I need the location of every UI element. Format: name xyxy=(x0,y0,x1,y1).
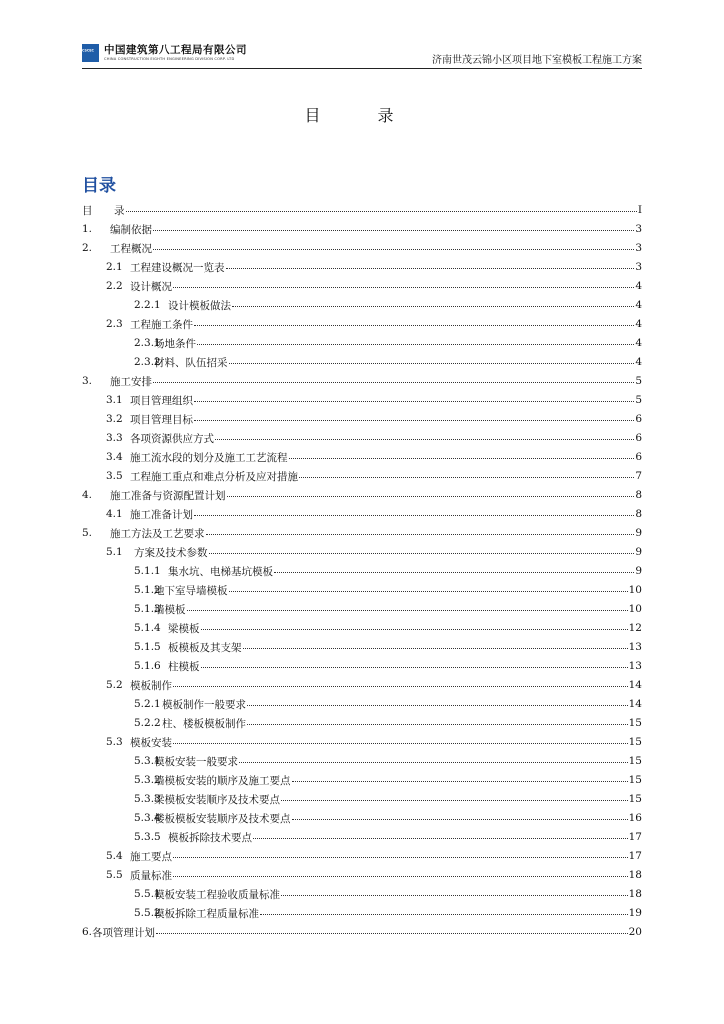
toc-entry[interactable] xyxy=(82,771,642,789)
toc-entry-title: 工程施工重点和难点分析及应对措施 xyxy=(130,470,298,483)
toc-entry-number: 5.2 xyxy=(106,679,123,691)
toc-dot-leader xyxy=(153,221,634,231)
toc-entry-title: 设计概况 xyxy=(130,280,172,293)
toc-entry-title: 墙模板安装的顺序及施工要点 xyxy=(154,774,291,787)
toc-entry-title: 柱、楼板模板制作 xyxy=(162,717,246,730)
toc-entry-title: 模板制作 xyxy=(130,679,172,692)
toc-entry-title: 方案及技术参数 xyxy=(134,546,208,559)
toc-entry[interactable] xyxy=(82,391,642,409)
toc-entry[interactable] xyxy=(82,885,642,903)
toc-entry-number: 4.1 xyxy=(106,508,123,520)
toc-entry-number: 5.3.2 xyxy=(134,774,161,786)
toc-dot-leader xyxy=(281,886,628,896)
toc-entry-title: 施工准备计划 xyxy=(130,508,193,521)
toc-dot-leader xyxy=(194,506,635,516)
toc-entry-page: 17 xyxy=(628,850,642,862)
toc-dot-leader xyxy=(197,335,635,345)
toc-entry-title: 项目管理组织 xyxy=(130,394,193,407)
toc-entry-number: 5.3.3 xyxy=(134,793,161,805)
toc-entry-title: 设计模板做法 xyxy=(168,299,231,312)
company-name-cn: 中国建筑第八工程局有限公司 xyxy=(104,44,247,56)
toc-entry-title: 柱模板 xyxy=(168,660,200,673)
toc-entry-title: 模板拆除技术要点 xyxy=(168,831,252,844)
toc-entry-number: 2.3.2 xyxy=(134,356,161,368)
company-name-en: CHINA CONSTRUCTION EIGHTH ENGINEERING DIVISION CORP. LTD xyxy=(104,57,235,61)
toc-entry-page: 3 xyxy=(635,261,642,273)
toc-entry-page: 4 xyxy=(635,337,642,349)
toc-entry[interactable] xyxy=(82,714,642,732)
toc-entry[interactable] xyxy=(82,372,642,390)
toc-entry-page: 5 xyxy=(635,375,642,387)
toc-entry[interactable] xyxy=(82,790,642,808)
toc-entry[interactable] xyxy=(82,676,642,694)
toc-entry-page: 4 xyxy=(635,356,642,368)
toc-dot-leader xyxy=(243,639,628,649)
toc-entry-number: 5.1.5 xyxy=(134,641,161,653)
toc-entry-number: 5.5.1 xyxy=(134,888,161,900)
toc-entry-title: 施工流水段的划分及施工工艺流程 xyxy=(130,451,288,464)
toc-entry-title: 各项资源供应方式 xyxy=(130,432,214,445)
toc-entry-page: 4 xyxy=(635,318,642,330)
toc-dot-leader xyxy=(232,297,635,307)
toc-entry-number: 2.2.1 xyxy=(134,299,161,311)
toc-dot-leader xyxy=(274,563,635,573)
toc-dot-leader xyxy=(126,202,637,212)
toc-entry-number: 5.1.6 xyxy=(134,660,161,672)
toc-entry-number: 5.3.5 xyxy=(134,831,161,843)
page-header xyxy=(82,42,642,68)
toc-entry-title: 编制依据 xyxy=(110,223,152,236)
toc-dot-leader xyxy=(156,924,628,934)
toc-entry-number: 2.3.1 xyxy=(134,337,161,349)
company-logo xyxy=(82,44,99,62)
toc-entry[interactable] xyxy=(82,866,642,884)
toc-entry-page: 15 xyxy=(628,755,642,767)
toc-entry-number: 2. xyxy=(82,242,93,254)
toc-entry-page: 6 xyxy=(635,413,642,425)
toc-entry-page: 19 xyxy=(628,907,642,919)
toc-dot-leader xyxy=(253,829,628,839)
toc-entry-title: 各项管理计划 xyxy=(92,926,156,939)
toc-entry-page: 10 xyxy=(628,603,642,615)
toc-dot-leader xyxy=(173,867,628,877)
toc-entry-number: 目 xyxy=(82,204,93,217)
toc-dot-leader xyxy=(260,905,628,915)
toc-entry-page: 12 xyxy=(628,622,642,634)
toc-entry[interactable] xyxy=(82,657,642,675)
toc-entry-number: 1. xyxy=(82,223,93,235)
toc-entry-page: 14 xyxy=(628,698,642,710)
toc-dot-leader xyxy=(226,259,635,269)
toc-entry-title: 梁模板 xyxy=(168,622,200,635)
toc-entry[interactable] xyxy=(82,201,642,219)
toc-entry-title: 录 xyxy=(114,204,125,217)
toc-dot-leader xyxy=(299,468,635,478)
toc-entry[interactable] xyxy=(82,828,642,846)
toc-entry-number: 5.1 xyxy=(106,546,123,558)
toc-entry[interactable] xyxy=(82,695,642,713)
toc-entry-page: 15 xyxy=(628,774,642,786)
toc-entry-number: 2.1 xyxy=(106,261,123,273)
toc-entry[interactable] xyxy=(82,619,642,637)
toc-entry-page: 17 xyxy=(628,831,642,843)
toc-entry[interactable] xyxy=(82,923,642,941)
toc-entry-page: 13 xyxy=(628,660,642,672)
toc-entry-page: 13 xyxy=(628,641,642,653)
toc-dot-leader xyxy=(229,354,635,364)
toc-entry-number: 3. xyxy=(82,375,93,387)
toc-entry-number: 5.5.2 xyxy=(134,907,161,919)
toc-entry-title: 模板安装 xyxy=(130,736,172,749)
toc-entry[interactable] xyxy=(82,429,642,447)
toc-dot-leader xyxy=(292,810,628,820)
toc-entry[interactable] xyxy=(82,448,642,466)
toc-entry-page: I xyxy=(637,204,642,216)
toc-dot-leader xyxy=(187,601,628,611)
toc-entry-title: 梁模板安装顺序及技术要点 xyxy=(154,793,280,806)
toc-entry-page: 8 xyxy=(635,489,642,501)
toc-entry-number: 3.1 xyxy=(106,394,123,406)
toc-entry[interactable] xyxy=(82,353,642,371)
toc-dot-leader xyxy=(194,392,635,402)
toc-entry-number: 5.2.2 xyxy=(134,717,161,729)
toc-entry-title: 施工安排 xyxy=(110,375,152,388)
toc-entry-title: 工程概况 xyxy=(110,242,152,255)
toc-dot-leader xyxy=(153,373,634,383)
toc-entry-number: 5.1.4 xyxy=(134,622,161,634)
toc-entry[interactable] xyxy=(82,239,642,257)
toc-entry-number: 3.4 xyxy=(106,451,123,463)
toc-dot-leader xyxy=(201,620,628,630)
toc-entry-page: 18 xyxy=(628,869,642,881)
toc-entry[interactable] xyxy=(82,581,642,599)
toc-entry-title: 项目管理目标 xyxy=(130,413,193,426)
toc-entry-number: 5.3.1 xyxy=(134,755,161,767)
toc-entry-number: 3.2 xyxy=(106,413,123,425)
logo-text: CSCEC xyxy=(82,48,94,53)
toc-entry[interactable] xyxy=(82,904,642,922)
toc-entry[interactable] xyxy=(82,562,642,580)
toc-entry-title: 墙模板 xyxy=(154,603,186,616)
toc-entry-title: 地下室导墙模板 xyxy=(154,584,228,597)
toc-entry-page: 3 xyxy=(635,242,642,254)
toc-entry-number: 5.5 xyxy=(106,869,123,881)
document-title: 济南世茂云锦小区项目地下室模板工程施工方案 xyxy=(432,55,642,66)
toc-entry-page: 14 xyxy=(628,679,642,691)
toc-entry-number: 5.3 xyxy=(106,736,123,748)
toc-entry-title: 集水坑、电梯基坑模板 xyxy=(168,565,273,578)
toc-entry-page: 8 xyxy=(635,508,642,520)
toc-entry-page: 20 xyxy=(628,926,642,938)
toc-dot-leader xyxy=(173,734,628,744)
toc-entry-page: 3 xyxy=(635,223,642,235)
toc-entry[interactable] xyxy=(82,486,642,504)
toc-entry-number: 3.5 xyxy=(106,470,123,482)
toc-entry[interactable] xyxy=(82,334,642,352)
toc-entry[interactable] xyxy=(82,733,642,751)
toc-entry-title: 工程建设概况一览表 xyxy=(130,261,225,274)
toc-entry[interactable] xyxy=(82,296,642,314)
toc-dot-leader xyxy=(289,449,635,459)
toc-entry-number: 2.3 xyxy=(106,318,123,330)
toc-entry-title: 材料、队伍招采 xyxy=(154,356,228,369)
toc-entry[interactable] xyxy=(82,220,642,238)
toc-entry-title: 施工方法及工艺要求 xyxy=(110,527,205,540)
toc-entry-title: 施工准备与资源配置计划 xyxy=(110,489,226,502)
toc-entry-number: 2.2 xyxy=(106,280,123,292)
toc-entry-title: 模板制作一般要求 xyxy=(162,698,246,711)
toc-dot-leader xyxy=(194,316,635,326)
toc-entry-page: 15 xyxy=(628,793,642,805)
toc-dot-leader xyxy=(215,430,635,440)
toc-dot-leader xyxy=(173,677,628,687)
toc-dot-leader xyxy=(206,525,634,535)
toc-entry-page: 9 xyxy=(635,565,642,577)
toc-entry[interactable] xyxy=(82,258,642,276)
toc-entry-page: 15 xyxy=(628,736,642,748)
toc-heading: 目录 xyxy=(82,176,116,196)
toc-dot-leader xyxy=(292,772,628,782)
toc-entry-number: 3.3 xyxy=(106,432,123,444)
toc-entry-number: 5.2.1 xyxy=(134,698,161,710)
toc-dot-leader xyxy=(194,411,635,421)
toc-entry-title: 施工要点 xyxy=(130,850,172,863)
toc-entry[interactable] xyxy=(82,315,642,333)
toc-dot-leader xyxy=(247,715,628,725)
toc-entry-page: 16 xyxy=(628,812,642,824)
toc-dot-leader xyxy=(209,544,635,554)
toc-entry-page: 18 xyxy=(628,888,642,900)
toc-entry-page: 7 xyxy=(635,470,642,482)
toc-entry[interactable] xyxy=(82,809,642,827)
toc-entry-number: 4. xyxy=(82,489,93,501)
toc-entry-page: 10 xyxy=(628,584,642,596)
toc-entry-page: 9 xyxy=(635,546,642,558)
toc-entry-number: 5.3.4 xyxy=(134,812,161,824)
toc-entry-page: 6 xyxy=(635,432,642,444)
toc-entry-title: 模板拆除工程质量标准 xyxy=(154,907,259,920)
toc-entry[interactable] xyxy=(82,847,642,865)
toc-entry-title: 工程施工条件 xyxy=(130,318,193,331)
header-divider xyxy=(82,68,642,69)
toc-entry-page: 6 xyxy=(635,451,642,463)
toc-dot-leader xyxy=(227,487,634,497)
toc-entry-page: 9 xyxy=(635,527,642,539)
toc-entry-title: 模板安装工程验收质量标准 xyxy=(154,888,280,901)
toc-entry[interactable] xyxy=(82,467,642,485)
toc-entry-page: 4 xyxy=(635,280,642,292)
toc-entry-number: 5.4 xyxy=(106,850,123,862)
toc-entry-number: 5.1.2 xyxy=(134,584,161,596)
toc-entry[interactable] xyxy=(82,524,642,542)
toc-entry[interactable] xyxy=(82,638,642,656)
toc-entry-number: 5. xyxy=(82,527,93,539)
toc-entry[interactable] xyxy=(82,600,642,618)
toc-dot-leader xyxy=(281,791,628,801)
toc-dot-leader xyxy=(153,240,634,250)
toc-entry-page: 15 xyxy=(628,717,642,729)
toc-entry-title: 场地条件 xyxy=(154,337,196,350)
page-heading: 目 录 xyxy=(304,106,420,125)
toc-dot-leader xyxy=(229,582,628,592)
toc-entry[interactable] xyxy=(82,752,642,770)
toc-entry-number: 5.1.1 xyxy=(134,565,161,577)
toc-dot-leader xyxy=(239,753,628,763)
toc-dot-leader xyxy=(201,658,628,668)
toc-entry-page: 4 xyxy=(635,299,642,311)
toc-entry[interactable] xyxy=(82,410,642,428)
toc-entry-number: 5.1.3 xyxy=(134,603,161,615)
toc-entry-title: 板模板及其支架 xyxy=(168,641,242,654)
toc-entry-page: 5 xyxy=(635,394,642,406)
toc-entry-number: 6. xyxy=(82,926,93,938)
toc-entry[interactable] xyxy=(82,505,642,523)
toc-entry[interactable] xyxy=(82,543,642,561)
toc-entry-title: 质量标准 xyxy=(130,869,172,882)
toc-entry[interactable] xyxy=(82,277,642,295)
toc-dot-leader xyxy=(247,696,628,706)
toc-entry-title: 楼板模板安装顺序及技术要点 xyxy=(154,812,291,825)
toc-dot-leader xyxy=(173,278,635,288)
toc-dot-leader xyxy=(173,848,628,858)
toc-entry-title: 模板安装一般要求 xyxy=(154,755,238,768)
